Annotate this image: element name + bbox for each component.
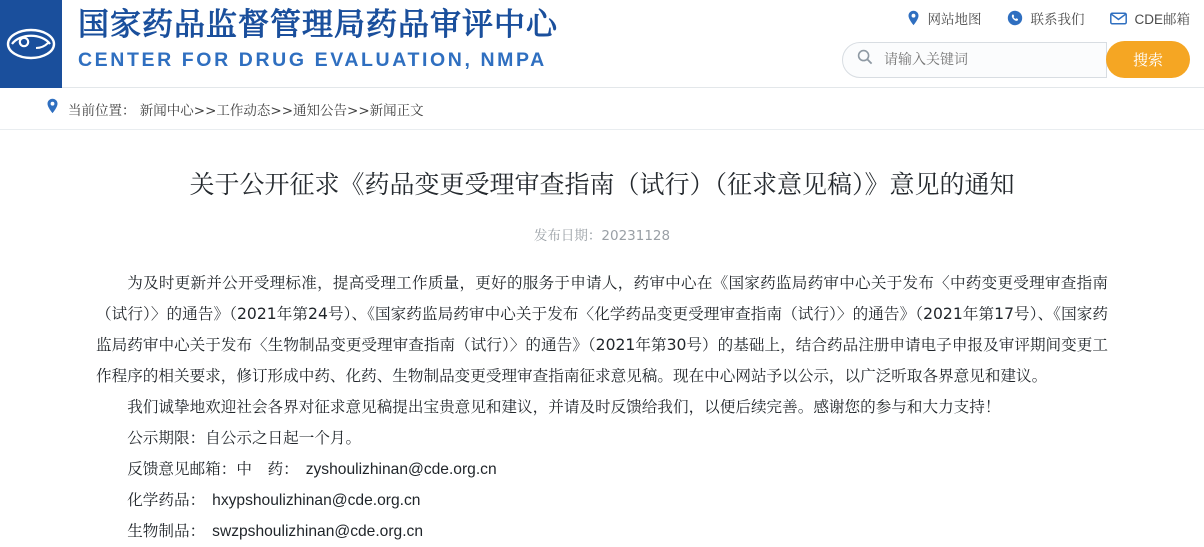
contact-email[interactable]: swzpshoulizhinan@cde.org.cn xyxy=(212,523,424,540)
top-link-contact[interactable] xyxy=(1007,8,1084,28)
top-link-mail-label: CDE邮箱 xyxy=(1134,12,1190,27)
phone-icon xyxy=(1007,10,1023,26)
article xyxy=(0,130,1204,547)
contact-email[interactable]: zyshoulizhinan@cde.org.cn xyxy=(305,461,497,478)
search-button[interactable]: 搜索 xyxy=(1106,41,1190,78)
article-paragraph: 公示期限：自公示之日起一个月。 xyxy=(127,429,362,447)
publish-date-value: 20231128 xyxy=(601,228,671,244)
top-link-contact-label: 联系我们 xyxy=(1030,12,1085,27)
contact-line xyxy=(96,516,1108,547)
search-input[interactable] xyxy=(882,51,1082,69)
breadcrumb xyxy=(0,88,1204,130)
breadcrumb-text[interactable]: 当前位置： 新闻中心>>工作动态>>通知公告>>新闻正文 xyxy=(68,102,424,119)
contact-label: 化学药品： xyxy=(127,491,206,509)
location-pin-icon xyxy=(46,98,59,119)
publish-date xyxy=(96,224,1108,244)
article-paragraph: 我们诚挚地欢迎社会各界对征求意见稿提出宝贵意见和建议，并请及时反馈给我们，以便后续完善。感谢您的参与和大力支持！ xyxy=(127,398,1001,416)
site-title-cn: 国家药品监督管理局药品审评中心 xyxy=(78,7,558,43)
top-link-sitemap[interactable] xyxy=(907,8,981,28)
site-title-en: CENTER FOR DRUG EVALUATION, NMPA xyxy=(78,49,547,71)
article-paragraph: 为及时更新并公开受理标准，提高受理工作质量，更好的服务于申请人，药审中心在《国家药监局药审中心关于发布〈中药变更受理审查指南（试行）〉的通告》（2021年第24号）、《国家药监局药审中心关于发布〈化学药品变更受理审查指南（试行）〉的通告》（2021年第17号）、《国家药监局药审中心关于发布〈生物制品变更受理审查指南（试行）〉的通告》（2021年第30号）的基础上，结合药品注册申请电子申报及审评期间变更工作程序的相关要求，修订形成中药、化药、生物制品变更受理审查指南征求意见稿。现在中心网站予以公示，以广泛听取各界意见和建议。 xyxy=(96,274,1108,385)
site-header xyxy=(0,0,1204,88)
contact-label: 生物制品： xyxy=(127,522,206,540)
top-nav-links xyxy=(907,8,1190,28)
cde-logo-icon xyxy=(6,22,56,66)
map-pin-icon xyxy=(907,10,920,26)
search-area xyxy=(842,41,1190,78)
publish-date-label: 发布日期： xyxy=(533,228,602,244)
article-body xyxy=(96,268,1108,547)
top-link-sitemap-label: 网站地图 xyxy=(927,12,982,27)
top-link-mail[interactable] xyxy=(1110,8,1190,28)
contact-email[interactable]: hxypshoulizhinan@cde.org.cn xyxy=(212,492,421,509)
search-icon xyxy=(857,49,873,70)
contact-line xyxy=(96,454,1108,485)
page-title: 关于公开征求《药品变更受理审查指南（试行）（征求意见稿）》意见的通知 xyxy=(189,170,1015,199)
site-title-group xyxy=(78,5,558,75)
search-box[interactable] xyxy=(842,42,1107,78)
contact-line xyxy=(96,485,1108,516)
contact-label: 反馈意见邮箱：中 药： xyxy=(127,460,299,478)
mail-icon xyxy=(1110,12,1127,25)
logo-background xyxy=(0,0,62,88)
